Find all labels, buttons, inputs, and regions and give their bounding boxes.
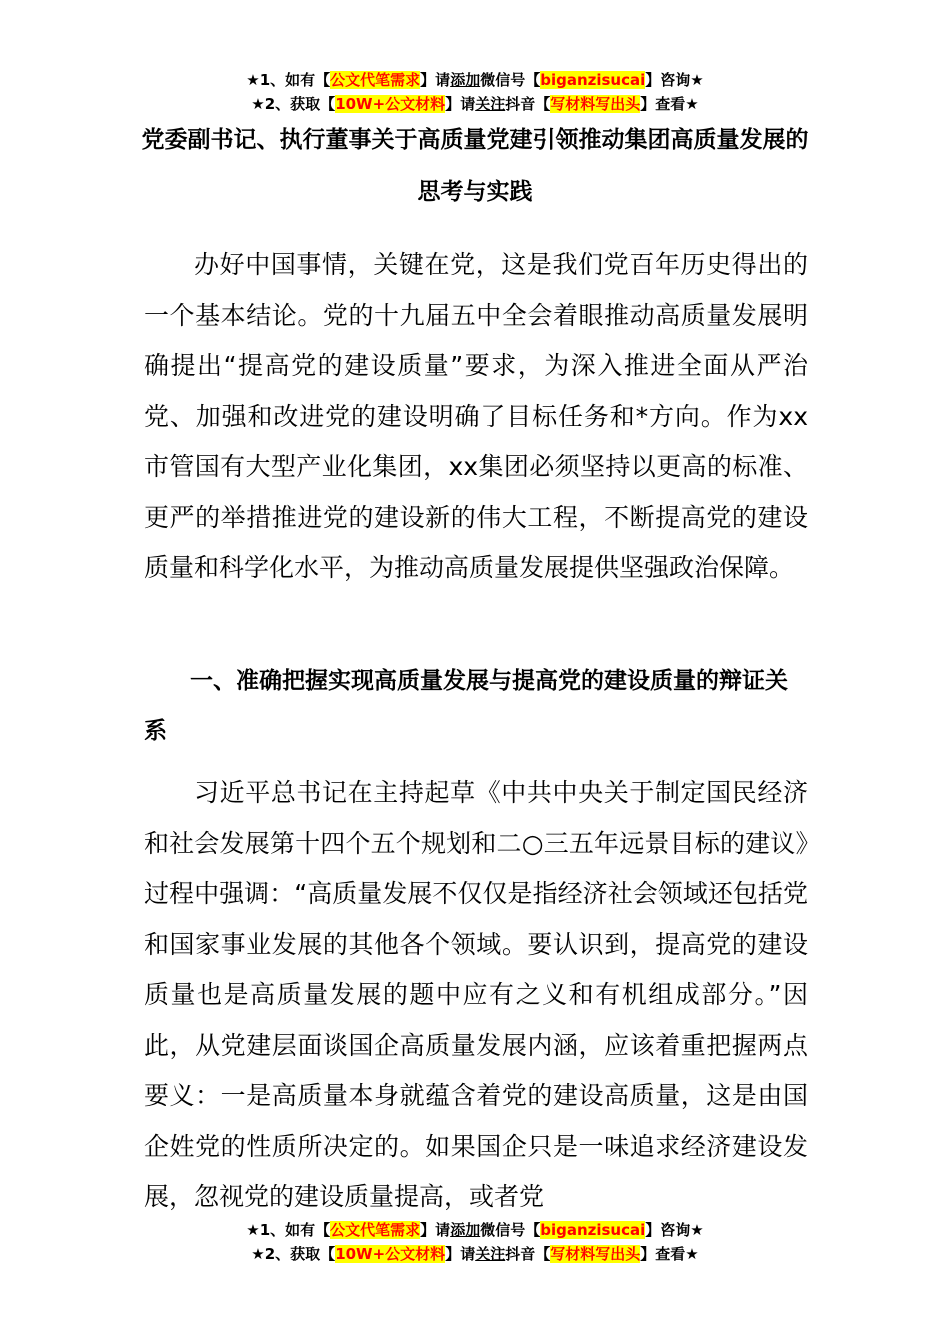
promo-highlight: 公文代笔需求 <box>330 1221 421 1239</box>
promo-highlight: 10W+公文材料 <box>335 1245 446 1263</box>
promo-line-2 <box>0 92 950 116</box>
promo-text: 抖音【 <box>505 1245 551 1263</box>
promo-text: ★2、获取【 <box>251 95 336 113</box>
promo-underline: 添加 <box>450 71 481 89</box>
promo-text: 】查看★ <box>640 1245 699 1263</box>
document-title: 党委副书记、执行董事关于高质量党建引领推动集团高质量发展的思考与实践 <box>141 127 809 205</box>
promo-underline: 关注 <box>475 1245 506 1263</box>
promo-line-1 <box>0 68 950 92</box>
promo-highlight: 公文代笔需求 <box>330 71 421 89</box>
footer-promo-banner <box>0 1218 950 1266</box>
promo-highlight: biganzisucai <box>540 71 646 89</box>
promo-text: 】请 <box>445 1245 476 1263</box>
promo-line-1 <box>0 1218 950 1242</box>
promo-highlight: 写材料写出头 <box>550 1245 641 1263</box>
promo-highlight: 写材料写出头 <box>550 95 641 113</box>
promo-text: ★1、如有【 <box>246 71 331 89</box>
promo-highlight: biganzisucai <box>540 1221 646 1239</box>
promo-text: 】请 <box>445 95 476 113</box>
promo-text: 】查看★ <box>640 95 699 113</box>
header-promo-banner <box>0 68 950 116</box>
promo-text: ★2、获取【 <box>251 1245 336 1263</box>
promo-underline: 添加 <box>450 1221 481 1239</box>
promo-text: 】咨询★ <box>645 71 704 89</box>
promo-text: 】咨询★ <box>645 1221 704 1239</box>
promo-text: 】请 <box>420 71 451 89</box>
body-paragraph-1: 办好中国事情，关键在党，这是我们党百年历史得出的一个基本结论。党的十九届五中全会着眼推动高质量发展明确提出“提高党的建设质量”要求，为深入推进全面从严治党、加强和改进党的建设明确了目标任务和*方向。作为xx市管国有大型产业化集团，xx集团必须坚持以更高的标准、更严的举措推进党的建设新的伟大工程，不断提高党的建设质量和科学化水平，为推动高质量发展提供坚强政治保障。 <box>144 250 808 582</box>
promo-underline: 关注 <box>475 95 506 113</box>
promo-text: 微信号【 <box>480 1221 541 1239</box>
promo-text: 】请 <box>420 1221 451 1239</box>
section-heading-1: 一、准确把握实现高质量发展与提高党的建设质量的辩证关系 <box>144 668 788 744</box>
promo-line-2 <box>0 1242 950 1266</box>
promo-highlight: 10W+公文材料 <box>335 95 446 113</box>
body-paragraph-2: 习近平总书记在主持起草《中共中央关于制定国民经济和社会发展第十四个五个规划和二○三五年远景目标的建议》过程中强调：“高质量发展不仅仅是指经济社会领域还包括党和国家事业发展的其他各个领域。要认识到，提高党的建设质量也是高质量发展的题中应有之义和有机组成部分。”因此，从党建层面谈国企高质量发展内涵，应该着重把握两点要义：一是高质量本身就蕴含着党的建设高质量，这是由国企姓党的性质所决定的。如果国企只是一味追求经济建设发展，忽视党的建设质量提高，或者党 <box>144 778 808 1211</box>
promo-text: ★1、如有【 <box>246 1221 331 1239</box>
promo-text: 抖音【 <box>505 95 551 113</box>
promo-text: 微信号【 <box>480 71 541 89</box>
